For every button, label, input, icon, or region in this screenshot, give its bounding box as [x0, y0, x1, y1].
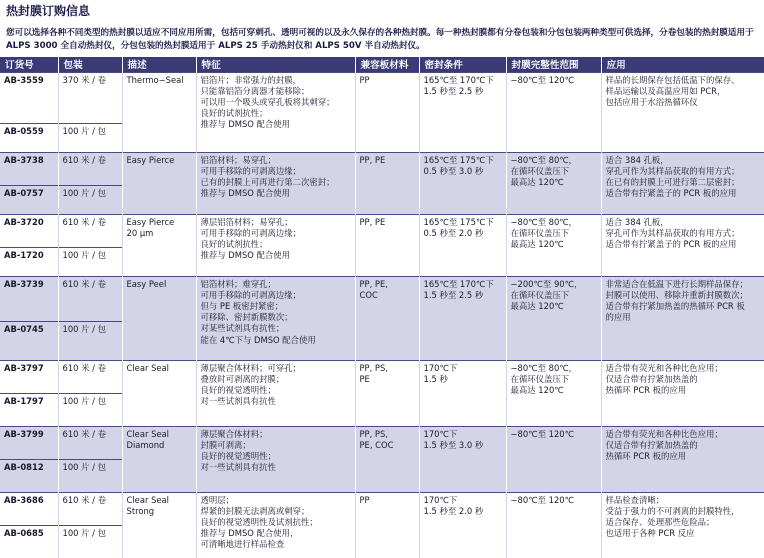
pack-packaging: 100 片 / 包 [59, 393, 122, 407]
feature-line: 但与 PE 板密封紧密； [200, 300, 284, 311]
roll-packaging: 370 米 / 卷 [62, 74, 107, 85]
application-cell [601, 360, 764, 426]
feature-line: 可清晰地进行样品检查 [200, 539, 285, 550]
application-line: 穿孔可作为其样品获取的有用方式； [605, 165, 740, 176]
description-cell [122, 152, 196, 214]
roll-order-number: AB-3559 [4, 74, 44, 85]
integrity-range-line: −80℃至 80℃， [510, 154, 578, 165]
feature-line: 薄层聚合体材料； [200, 428, 268, 439]
description-cell [122, 426, 196, 492]
table-row [0, 360, 764, 426]
sealing-condition-line: 1.5 秒至 2.5 秒 [423, 289, 484, 300]
description-cell [122, 276, 196, 360]
application-line: 包括应用于水浴热循环仪 [605, 96, 698, 107]
compatible-plates-cell [355, 152, 419, 214]
header-features: 特征 [196, 57, 355, 72]
application-cell [601, 152, 764, 214]
pack-packaging: 100 片 / 包 [59, 525, 122, 539]
feature-line: 良好的视觉透明性及试剂抗性； [200, 516, 318, 527]
sealing-conditions-cell [419, 426, 506, 492]
sealing-condition-line: 170℃下 [423, 494, 458, 505]
application-line: 封膜可以使用、移除并重新封膜数次； [605, 289, 748, 300]
packaging-cell [58, 214, 122, 276]
feature-line: 可以用一个吸头或穿孔板将其刺穿； [200, 96, 335, 107]
header-packaging: 包装 [58, 57, 122, 72]
application-line: 适合带有荧光和各种比色应用； [605, 428, 723, 439]
pack-order-number: AB-0559 [0, 123, 58, 137]
feature-line: 焊紧的封膜无法剥离或刺穿； [200, 505, 310, 516]
description-line: Easy Peel [126, 278, 167, 289]
intro-paragraph: 您可以选择各种不同类型的热封膜以适应不同应用所需，包括可穿刺孔、透明可视的以及永久保存的各种热封膜。每一种热封膜都有分卷包装和分包包装两种类型可供选择，分卷包装的热封膜适用于 ALPS 3000 全自动热封仪，分包包装的热封膜适用于 ALPS 25 手动热封仪和 ALPS 50V 半自动热封仪。 [6, 28, 754, 51]
sealing-conditions-cell [419, 214, 506, 276]
sealing-conditions-cell [419, 152, 506, 214]
features-cell [196, 214, 355, 276]
feature-line: 铝箔材料；难穿孔； [200, 278, 276, 289]
application-cell [601, 214, 764, 276]
packaging-cell [58, 276, 122, 360]
pack-order-number: AB-0757 [0, 185, 58, 199]
integrity-range-cell [506, 276, 601, 360]
application-cell [601, 426, 764, 492]
application-cell [601, 276, 764, 360]
order-number-cell [0, 492, 58, 558]
feature-line: 铝箔材料；易穿孔； [200, 154, 276, 165]
compatible-plates-line: COC [359, 289, 378, 300]
integrity-range-line: −80℃至 120℃ [510, 74, 575, 85]
application-line: 适合保存、处理那些危险品； [605, 516, 715, 527]
pack-packaging: 100 片 / 包 [59, 123, 122, 137]
compatible-plates-line: PP, PS, [359, 428, 388, 439]
integrity-range-line: −80℃至 120℃ [510, 428, 575, 439]
compatible-plates-cell [355, 426, 419, 492]
header-sealing-conditions: 密封条件 [419, 57, 506, 72]
feature-line: 推荐与 DMSO 配合使用 [200, 119, 291, 130]
application-line: 适合带有拧紧盖子的 PCR 板的应用 [605, 238, 737, 249]
description-cell [122, 360, 196, 426]
application-line: 仅适合带有拧紧加热盖的 [605, 439, 698, 450]
description-line: 20 μm [126, 227, 154, 238]
description-cell [122, 72, 196, 152]
table-row [0, 152, 764, 214]
integrity-range-line: −80℃至 120℃ [510, 494, 575, 505]
description-line: Diamond [126, 439, 165, 450]
order-number-cell [0, 214, 58, 276]
sealing-condition-line: 165℃至 175℃下 [423, 154, 494, 165]
application-line: 穿孔可作为其样品获取的有用方式； [605, 227, 740, 238]
feature-line: 推荐与 DMSO 配合使用 [200, 188, 291, 199]
application-cell [601, 72, 764, 152]
pack-order-number: AB-1720 [0, 247, 58, 261]
application-line: 适合 384 孔板， [605, 216, 669, 227]
pack-order-number: AB-1797 [0, 393, 58, 407]
header-order-number: 订货号 [0, 57, 58, 72]
roll-order-number: AB-3738 [4, 154, 44, 165]
sealing-condition-line: 1.5 秒至 3.0 秒 [423, 439, 484, 450]
feature-line: 良好的视觉透明性； [200, 450, 276, 461]
application-line: 适合 384 孔板， [605, 154, 669, 165]
application-line: 样品的长期保存包括低温下的保存、 [605, 74, 740, 85]
sealing-conditions-cell [419, 492, 506, 558]
feature-line: 可用手移除的可剥离边缘； [200, 165, 301, 176]
application-line: 样品检查清晰； [605, 494, 665, 505]
sealing-condition-line: 0.5 秒至 3.0 秒 [423, 165, 484, 176]
compatible-plates-cell [355, 360, 419, 426]
table-header [0, 57, 764, 72]
application-line: 热循环 PCR 板的应用 [605, 450, 687, 461]
compatible-plates-cell [355, 214, 419, 276]
feature-line: 薄层铝箔材料；易穿孔； [200, 216, 293, 227]
pack-packaging: 100 片 / 包 [59, 185, 122, 199]
compatible-plates-line: PP [359, 494, 370, 505]
roll-packaging: 610 米 / 卷 [62, 154, 107, 165]
compatible-plates-line: PP, PE [359, 154, 386, 165]
feature-line: 对一些试剂具有抗性 [200, 396, 276, 407]
table-row [0, 276, 764, 360]
integrity-range-cell [506, 360, 601, 426]
integrity-range-line: −80℃至 80℃， [510, 216, 578, 227]
order-number-cell [0, 276, 58, 360]
table-body [0, 72, 764, 558]
sealing-conditions-cell [419, 72, 506, 152]
feature-line: 薄层聚合体材料；可穿孔； [200, 362, 301, 373]
pack-order-number: AB-0745 [0, 321, 58, 335]
roll-order-number: AB-3720 [4, 216, 44, 227]
compatible-plates-line: PP, PS, [359, 362, 388, 373]
order-number-cell [0, 426, 58, 492]
integrity-range-line: 在循环仪盖压下 [510, 165, 570, 176]
compatible-plates-cell [355, 492, 419, 558]
pack-order-number: AB-0685 [0, 525, 58, 539]
sealing-condition-line: 165℃至 170℃下 [423, 74, 494, 85]
compatible-plates-line: PE, COC [359, 439, 394, 450]
description-cell [122, 214, 196, 276]
application-line: 适合带有荧光和各种比色应用； [605, 362, 723, 373]
feature-line: 只能靠铝箔分离器才能移除； [200, 85, 310, 96]
feature-line: 可移除、密封新膜数次； [200, 312, 293, 323]
integrity-range-cell [506, 214, 601, 276]
sealing-condition-line: 1.5 秒 [423, 373, 448, 384]
pack-packaging: 100 片 / 包 [59, 321, 122, 335]
page-title: 热封膜订购信息 [6, 4, 91, 18]
integrity-range-cell [506, 492, 601, 558]
feature-line: 良好的试剂抗性； [200, 238, 268, 249]
application-line: 样品运输以及高温应用如 PCR， [605, 85, 726, 96]
feature-line: 对某些试剂具有抗性； [200, 323, 285, 334]
integrity-range-line: −80℃至 80℃， [510, 362, 578, 373]
order-number-cell [0, 360, 58, 426]
application-line: 受益于强力的不可剥离的封膜特性， [605, 505, 740, 516]
roll-order-number: AB-3797 [4, 362, 44, 373]
sealing-condition-line: 165℃至 175℃下 [423, 216, 494, 227]
application-line: 热循环 PCR 板的应用 [605, 384, 687, 395]
application-line: 也适用于各种 PCR 反应 [605, 528, 695, 539]
application-line: 适合带有拧紧加热盖的热循环 PCR 板 [605, 300, 745, 311]
feature-line: 可用手移除的可剥离边缘； [200, 227, 301, 238]
description-line: Easy Pierce [126, 216, 175, 227]
roll-packaging: 610 米 / 卷 [62, 278, 107, 289]
roll-packaging: 610 米 / 卷 [62, 362, 107, 373]
packaging-cell [58, 360, 122, 426]
pack-order-number: AB-0812 [0, 459, 58, 473]
feature-line: 良好的视觉透明性； [200, 384, 276, 395]
sealing-condition-line: 1.5 秒至 2.0 秒 [423, 505, 484, 516]
roll-packaging: 610 米 / 卷 [62, 428, 107, 439]
integrity-range-line: 最高达 120℃ [510, 300, 564, 311]
feature-line: 铝箔片；非常强力的封膜， [200, 74, 301, 85]
feature-line: 已有的封膜上可再进行第二次密封； [200, 176, 335, 187]
integrity-range-cell [506, 152, 601, 214]
feature-line: 推荐与 DMSO 配合使用 [200, 250, 291, 261]
roll-order-number: AB-3799 [4, 428, 44, 439]
features-cell [196, 72, 355, 152]
header-integrity-range: 封膜完整性范围 [506, 57, 601, 72]
compatible-plates-line: PP, PE [359, 216, 386, 227]
compatible-plates-cell [355, 276, 419, 360]
sealing-conditions-cell [419, 276, 506, 360]
table-row [0, 492, 764, 558]
feature-line: 叠放时可剥离的封膜； [200, 373, 285, 384]
integrity-range-line: 在循环仪盖压下 [510, 289, 570, 300]
sealing-condition-line: 0.5 秒至 2.0 秒 [423, 227, 484, 238]
table-row [0, 72, 764, 152]
feature-line: 透明层； [200, 494, 234, 505]
header-description: 描述 [122, 57, 196, 72]
features-cell [196, 360, 355, 426]
features-cell [196, 426, 355, 492]
compatible-plates-line: PE [359, 373, 370, 384]
integrity-range-cell [506, 426, 601, 492]
compatible-plates-cell [355, 72, 419, 152]
feature-line: 推荐与 DMSO 配合使用， [200, 528, 299, 539]
order-number-cell [0, 72, 58, 152]
packaging-cell [58, 426, 122, 492]
feature-line: 良好的试剂抗性； [200, 108, 268, 119]
ordering-table [0, 57, 764, 558]
description-line: Thermo−Seal [126, 74, 184, 85]
sealing-condition-line: 170℃下 [423, 428, 458, 439]
roll-packaging: 610 米 / 卷 [62, 216, 107, 227]
table-row [0, 426, 764, 492]
description-line: Clear Seal [126, 428, 169, 439]
order-number-cell [0, 152, 58, 214]
sealing-condition-line: 165℃至 170℃下 [423, 278, 494, 289]
header-compatible-plates: 兼容板材料 [355, 57, 419, 72]
sealing-conditions-cell [419, 360, 506, 426]
packaging-cell [58, 72, 122, 152]
table-row [0, 214, 764, 276]
feature-line: 能在 4℃下与 DMSO 配合使用 [200, 334, 316, 345]
roll-order-number: AB-3686 [4, 494, 44, 505]
pack-packaging: 100 片 / 包 [59, 459, 122, 473]
compatible-plates-line: PP [359, 74, 370, 85]
pack-packaging: 100 片 / 包 [59, 247, 122, 261]
application-line: 的应用 [605, 312, 631, 323]
integrity-range-cell [506, 72, 601, 152]
feature-line: 对一些试剂具有抗性 [200, 462, 276, 473]
description-line: Strong [126, 505, 155, 516]
features-cell [196, 492, 355, 558]
roll-order-number: AB-3739 [4, 278, 44, 289]
description-line: Clear Seal [126, 362, 169, 373]
integrity-range-line: −200℃至 90℃， [510, 278, 583, 289]
integrity-range-line: 最高达 120℃ [510, 176, 564, 187]
sealing-condition-line: 170℃下 [423, 362, 458, 373]
description-line: Easy Pierce [126, 154, 175, 165]
description-cell [122, 492, 196, 558]
application-line: 非常适合在低温下进行长期样品保存； [605, 278, 748, 289]
compatible-plates-line: PP, PE, [359, 278, 388, 289]
header-application: 应用 [606, 60, 626, 72]
application-line: 在已有的封膜上可进行第二层密封； [605, 176, 740, 187]
packaging-cell [58, 152, 122, 214]
application-cell [601, 492, 764, 558]
integrity-range-line: 在循环仪盖压下 [510, 227, 570, 238]
integrity-range-line: 最高达 120℃ [510, 384, 564, 395]
features-cell [196, 276, 355, 360]
integrity-range-line: 最高达 120℃ [510, 238, 564, 249]
description-line: Clear Seal [126, 494, 169, 505]
application-line: 仅适合带有拧紧加热盖的 [605, 373, 698, 384]
feature-line: 可用手移除的可剥离边缘； [200, 289, 301, 300]
integrity-range-line: 在循环仪盖压下 [510, 373, 570, 384]
roll-packaging: 610 米 / 卷 [62, 494, 107, 505]
feature-line: 封膜可剥离； [200, 439, 251, 450]
features-cell [196, 152, 355, 214]
packaging-cell [58, 492, 122, 558]
sealing-condition-line: 1.5 秒至 2.5 秒 [423, 85, 484, 96]
application-line: 适合带有拧紧盖子的 PCR 板的应用 [605, 188, 737, 199]
